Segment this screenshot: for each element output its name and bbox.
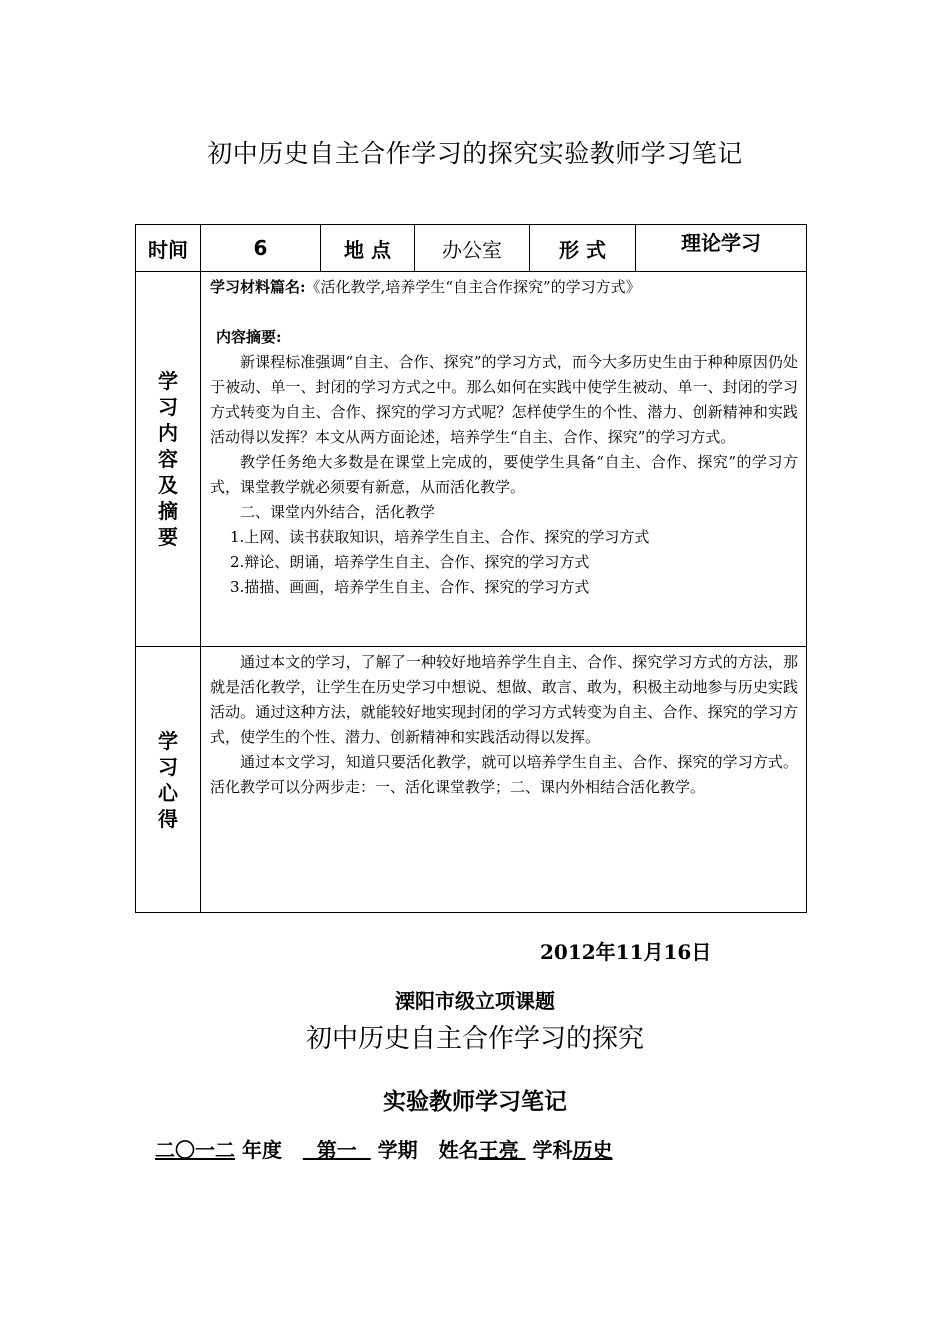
list-item: 1.上网、读书获取知识，培养学生自主、合作、探究的学习方式: [230, 528, 650, 546]
content-section-label: 学 习 内 容 及 摘 要: [136, 272, 201, 647]
term-value: 第一: [302, 1138, 371, 1162]
list-item: 3.描描、画画，培养学生自主、合作、探究的学习方式: [230, 578, 590, 596]
name-label: 姓名: [438, 1138, 479, 1162]
subject-label: 学科: [525, 1138, 573, 1162]
year-value: 二〇一二: [155, 1138, 235, 1162]
place-value: 办公室: [415, 225, 530, 272]
reflection-paragraph: 通过本文的学习，了解了一种较好地培养学生自主、合作、探究学习方式的方法，那就是活化教学，让学生在历史学习中想说、想做、敢言、敢为，积极主动地参与历史实践活动。通过这种方法，就能较好地实现封闭的学习方式转变为自主、合作、探究的学习方式，使学生的个性、潜力、创新精神和实践活动得以发挥。: [210, 653, 798, 746]
term-label: 学期: [370, 1138, 418, 1162]
reflection-cell: [201, 647, 807, 913]
time-value: 6: [201, 225, 321, 272]
time-label: 时间: [136, 225, 201, 272]
subject-title: 初中历史自主合作学习的探究: [305, 1024, 644, 1054]
reflection-paragraph: 通过本文学习，知道只要活化教学，就可以培养学生自主、合作、探究的学习方式。活化教学可以分两步走：一、活化课堂教学；二、课内外相结合活化教学。: [210, 753, 798, 796]
form-value: 理论学习: [636, 225, 807, 272]
summary-label: 内容摘要:: [216, 328, 282, 346]
date: 2012年11月16日: [540, 940, 712, 964]
list-item: 2.辩论、朗诵，培养学生自主、合作、探究的学习方式: [230, 553, 590, 571]
header-row: [136, 225, 807, 272]
content-summary-cell: [201, 272, 807, 647]
summary-heading: 二、课堂内外结合，活化教学: [240, 503, 436, 521]
form-label: 形 式: [530, 225, 636, 272]
project-name: 溧阳市级立项课题: [395, 989, 555, 1013]
study-notes-table: [135, 224, 807, 913]
info-line: [155, 1134, 613, 1163]
spacer: [210, 300, 798, 325]
page-title: 初中历史自主合作学习的探究实验教师学习笔记: [207, 139, 743, 168]
material-label: 学习材料篇名:: [210, 278, 306, 296]
subject-value: 历史: [572, 1138, 613, 1162]
reflection-section-label: 学 习 心 得: [136, 647, 201, 913]
reflection-row: [136, 647, 807, 913]
content-row: [136, 272, 807, 647]
material-line: [210, 275, 798, 300]
notes-title: 实验教师学习笔记: [383, 1089, 567, 1115]
summary-paragraph: 新课程标准强调“自主、合作、探究”的学习方式，而今大多历史生由于种种原因仍处于被动、单一、封闭的学习方式之中。那么如何在实践中使学生被动、单一、封闭的学习方式转变为自主、合作、探究的学习方式呢？怎样使学生的个性、潜力、创新精神和实践活动得以发挥？本文从两方面论述，培养学生“自主、合作、探究”的学习方式。: [210, 353, 798, 446]
year-label: 年度: [235, 1138, 282, 1162]
summary-paragraph: 教学任务绝大多数是在课堂上完成的，要使学生具备“自主、合作、探究”的学习方式，课堂教学就必须要有新意，从而活化教学。: [210, 453, 798, 496]
place-label: 地 点: [321, 225, 415, 272]
material-title: 《活化教学,培养学生“自主合作探究”的学习方式》: [305, 278, 641, 296]
name-value: 王亮: [478, 1138, 526, 1162]
